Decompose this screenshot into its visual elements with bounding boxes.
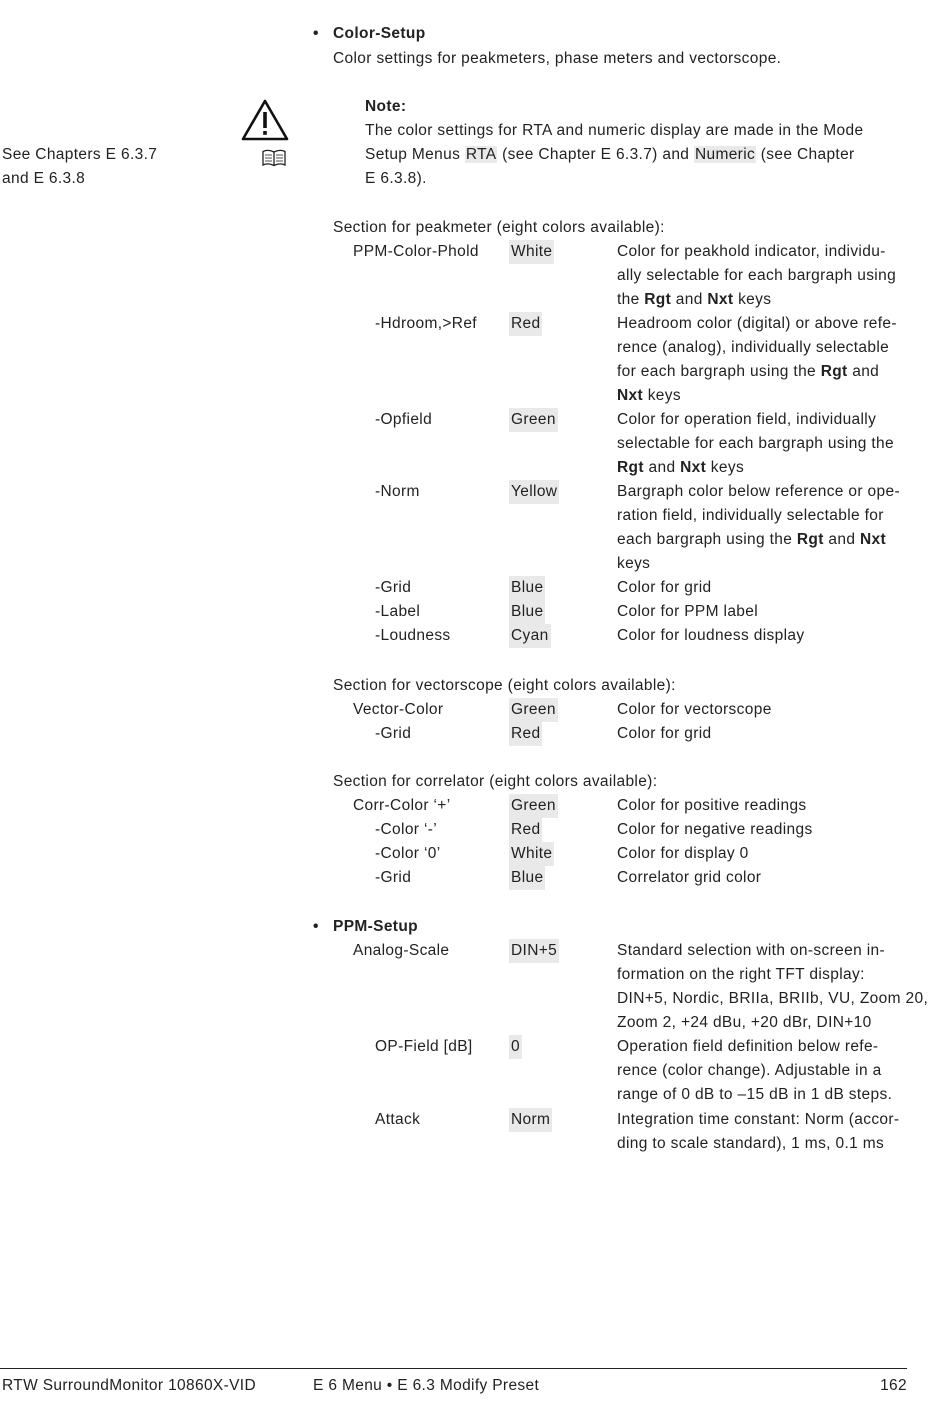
setting-value[interactable]: Blue — [509, 600, 545, 624]
setting-value[interactable]: Yellow — [509, 480, 559, 504]
setting-label: -Loudness — [375, 627, 451, 644]
setting-description — [617, 240, 909, 312]
setting-value[interactable]: White — [509, 842, 554, 866]
setting-value[interactable]: Blue — [509, 866, 545, 890]
correlator-section-heading: Section for correlator (eight colors available): — [333, 773, 658, 790]
description-line: Zoom 2, +24 dBu, +20 dBr, DIN+10 — [617, 1014, 872, 1031]
setting-label: -Opfield — [375, 411, 433, 428]
setting-label: Corr-Color ‘+’ — [353, 797, 451, 814]
description-line: Color for grid — [617, 579, 712, 596]
setting-description — [617, 866, 909, 890]
key-name: Nxt — [680, 459, 707, 476]
numeric-menu-link[interactable]: Numeric — [694, 146, 756, 163]
footer-page-number: 162 — [880, 1377, 907, 1394]
setting-label: PPM-Color-Phold — [353, 243, 479, 260]
description-line: Standard selection with on-screen in- — [617, 942, 885, 959]
description-line: the Rgt and Nxt keys — [617, 291, 772, 308]
key-name: Rgt — [796, 531, 824, 548]
description-line: for each bargraph using the Rgt and — [617, 363, 880, 380]
setting-value[interactable]: Green — [509, 698, 558, 722]
setting-description — [617, 312, 909, 408]
key-name: Rgt — [644, 291, 672, 308]
description-line: Integration time constant: Norm (accor- — [617, 1111, 900, 1128]
description-line: Rgt and Nxt keys — [617, 459, 745, 476]
description-line: formation on the right TFT display: — [617, 966, 865, 983]
setting-description — [617, 698, 909, 722]
setting-label: -Grid — [375, 725, 412, 742]
description-line: Color for positive readings — [617, 797, 807, 814]
setting-value[interactable]: Red — [509, 722, 542, 746]
color-setup-intro: Color settings for peakmeters, phase meters and vectorscope. — [333, 50, 782, 67]
setting-label: Vector-Color — [353, 701, 444, 718]
description-line: ally selectable for each bargraph using — [617, 267, 897, 284]
description-line: Color for PPM label — [617, 603, 759, 620]
warning-icon — [241, 98, 289, 142]
setting-label: -Hdroom,>Ref — [375, 315, 477, 332]
setting-value[interactable]: Cyan — [509, 624, 551, 648]
description-line: Nxt keys — [617, 387, 681, 404]
description-line: Color for grid — [617, 725, 712, 742]
setting-label: -Norm — [375, 483, 420, 500]
note-line1: The color settings for RTA and numeric display are made in the Mode — [365, 122, 864, 139]
setting-label: -Color ‘-’ — [375, 821, 438, 838]
setting-value[interactable]: Red — [509, 312, 542, 336]
setting-description — [617, 624, 909, 648]
section-title-color-setup: Color-Setup — [333, 25, 426, 42]
setting-description — [617, 576, 909, 600]
setting-description — [617, 939, 929, 1035]
note-line2 — [365, 143, 855, 167]
setting-description — [617, 842, 909, 866]
setting-value[interactable]: Green — [509, 408, 558, 432]
key-name: Nxt — [617, 387, 644, 404]
description-line: each bargraph using the Rgt and Nxt — [617, 531, 887, 548]
section-title-ppm-setup: PPM-Setup — [333, 918, 418, 935]
peakmeter-section-heading: Section for peakmeter (eight colors available): — [333, 219, 665, 236]
margin-reference-line1: See Chapters E 6.3.7 — [2, 146, 158, 163]
description-line: Operation field definition below refe- — [617, 1038, 879, 1055]
setting-value[interactable]: Red — [509, 818, 542, 842]
footer-divider — [0, 1368, 907, 1369]
key-name: Rgt — [820, 363, 848, 380]
setting-description — [617, 480, 909, 576]
setting-value[interactable]: Blue — [509, 576, 545, 600]
setting-value[interactable]: Norm — [509, 1108, 552, 1132]
note-line3: E 6.3.8). — [365, 170, 427, 187]
setting-label: -Label — [375, 603, 421, 620]
margin-reference-line2: and E 6.3.8 — [2, 170, 86, 187]
setting-description — [617, 722, 909, 746]
note-text: Setup Menus — [365, 146, 461, 163]
bullet-marker: • — [313, 918, 319, 935]
setting-description — [617, 1035, 909, 1107]
description-line: Bargraph color below reference or ope- — [617, 483, 900, 500]
description-line: range of 0 dB to –15 dB in 1 dB steps. — [617, 1086, 893, 1103]
description-line: Headroom color (digital) or above refe- — [617, 315, 897, 332]
key-name: Nxt — [860, 531, 887, 548]
book-icon — [261, 148, 287, 168]
description-line: rence (analog), individually selectable — [617, 339, 890, 356]
description-line: rence (color change). Adjustable in a — [617, 1062, 882, 1079]
setting-description — [617, 1108, 909, 1156]
key-name: Rgt — [617, 459, 644, 476]
description-line: Color for operation field, individually — [617, 411, 877, 428]
description-line: keys — [617, 555, 651, 572]
setting-label: -Color ‘0’ — [375, 845, 441, 862]
setting-description — [617, 408, 909, 480]
vectorscope-section-heading: Section for vectorscope (eight colors available): — [333, 677, 676, 694]
setting-description — [617, 600, 909, 624]
setting-label: -Grid — [375, 869, 412, 886]
description-line: ding to scale standard), 1 ms, 0.1 ms — [617, 1135, 885, 1152]
footer-product: RTW SurroundMonitor 10860X-VID — [2, 1377, 257, 1394]
setting-label: Analog-Scale — [353, 942, 450, 959]
setting-description — [617, 794, 909, 818]
description-line: selectable for each bargraph using the — [617, 435, 894, 452]
footer-chapter: E 6 Menu • E 6.3 Modify Preset — [313, 1377, 540, 1394]
description-line: DIN+5, Nordic, BRIIa, BRIIb, VU, Zoom 20, — [617, 990, 929, 1007]
bullet-marker: • — [313, 25, 319, 42]
description-line: Color for loudness display — [617, 627, 805, 644]
description-line: ration field, individually selectable for — [617, 507, 884, 524]
note-text: (see Chapter — [760, 146, 855, 163]
setting-value[interactable]: 0 — [509, 1035, 522, 1059]
setting-label: -Grid — [375, 579, 412, 596]
key-name: Nxt — [707, 291, 734, 308]
setting-value[interactable]: White — [509, 240, 554, 264]
setting-description — [617, 818, 909, 842]
setting-value[interactable]: Green — [509, 794, 558, 818]
rta-menu-link[interactable]: RTA — [465, 146, 497, 163]
description-line: Color for negative readings — [617, 821, 813, 838]
setting-value[interactable]: DIN+5 — [509, 939, 559, 963]
description-line: Color for display 0 — [617, 845, 749, 862]
note-label: Note: — [365, 98, 407, 115]
description-line: Color for peakhold indicator, individu- — [617, 243, 886, 260]
setting-label: Attack — [375, 1111, 421, 1128]
note-text: (see Chapter E 6.3.7) and — [502, 146, 690, 163]
setting-label: OP-Field [dB] — [375, 1038, 473, 1055]
description-line: Correlator grid color — [617, 869, 762, 886]
description-line: Color for vectorscope — [617, 701, 772, 718]
